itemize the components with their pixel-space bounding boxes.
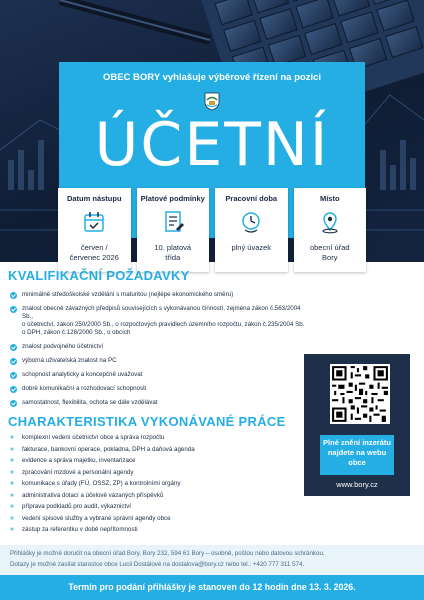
check-icon	[10, 372, 17, 379]
chevron-right-icon: »	[10, 434, 14, 441]
card-value	[137, 243, 210, 262]
list-item-text: administrativa dotací a účelově vázaných příspěvků	[22, 491, 164, 499]
cta-line: najdete na webu	[327, 448, 387, 457]
location-pin-icon	[317, 209, 343, 235]
qr-code-image[interactable]	[330, 364, 390, 424]
list-item-text: fakturace, bankovní operace, pokladna, DPH a daňová agenda	[22, 445, 195, 453]
chevron-right-icon: »	[10, 526, 14, 533]
check-icon	[10, 358, 17, 365]
card-heading: Pracovní doba	[225, 194, 278, 203]
card-value-line: 10. platová	[154, 243, 192, 252]
list-item-text: znalost obecně závazných předpisů souvisejících s vykonávanou činností, zejména zákon č.563/2004 Sb.,	[22, 305, 301, 320]
list-item-text: minimálně středoškolské vzdělání s maturitou (nejlépe ekonomického směru)	[22, 291, 234, 298]
list-item	[10, 399, 310, 407]
list-item	[10, 434, 295, 442]
list-item-text: dobré komunikační a rozhodovací schopnosti	[22, 385, 147, 392]
card-value-line: červen /	[80, 243, 108, 252]
list-item-text: zpracování mzdové a personální agendy	[22, 468, 134, 476]
list-item	[10, 305, 310, 321]
calendar-icon	[81, 209, 107, 235]
card-heading: Místo	[319, 194, 340, 203]
chevron-right-icon: »	[10, 480, 14, 487]
chevron-right-icon: »	[10, 445, 14, 453]
check-icon	[10, 344, 17, 351]
qr-panel	[304, 354, 410, 496]
list-item-text: komunikace s úřady (FÚ, OSSZ, ZP) a kontrolními orgány	[22, 480, 181, 487]
chevron-right-icon: »	[10, 514, 14, 522]
info-cards	[58, 188, 366, 272]
chevron-right-icon: »	[10, 457, 14, 464]
check-icon	[10, 400, 17, 407]
card-start-date	[58, 188, 131, 272]
list-item	[10, 343, 310, 351]
card-value-line: třída	[165, 252, 181, 262]
qualifications-list	[10, 291, 310, 407]
list-item	[10, 385, 310, 393]
card-location	[294, 188, 367, 272]
list-item-text: evidence a správa majetku, inventarizace	[22, 457, 136, 464]
card-value	[215, 243, 288, 253]
list-item	[10, 371, 310, 379]
info-line: Dotazy je možné zasílat starostce obce Lucii Dostálové na dostalova@bory.cz nebo tel.: +420 777 311 574.	[10, 561, 305, 568]
list-item	[10, 492, 295, 500]
list-item	[10, 503, 295, 511]
list-item	[10, 357, 310, 365]
list-item-text: o DPH, zákon č.128/2000 Sb., o obcích	[22, 329, 131, 336]
application-info	[0, 545, 424, 575]
list-item-text: výborná uživatelská znalost na PC	[22, 357, 117, 364]
list-item	[10, 526, 295, 534]
cta-line: Plné znění inzerátu	[323, 438, 391, 447]
list-item-text: samostatnost, flexibilita, ochota se dále vzdělávat	[22, 399, 158, 406]
card-value-line: obecní úřad	[309, 243, 350, 252]
list-item-text: zástup za referentku v době nepřítomnosti	[22, 526, 138, 533]
list-item	[10, 469, 295, 477]
chevron-right-icon: »	[10, 503, 14, 510]
deadline-bar: Termín pro podání přihlášky je stanoven do 12 hodin dne 13. 3. 2026.	[0, 575, 424, 600]
chevron-right-icon: »	[10, 468, 14, 476]
qr-call-to-action	[320, 435, 394, 475]
info-line: Přihlášky je možné doručit na obecní úřad Bory, Bory 232, 594 61 Bory – osobně, poštou nebo datovou schránkou.	[10, 550, 325, 557]
check-icon	[10, 306, 17, 313]
list-item-continuation	[10, 321, 310, 329]
list-item-text: komplexní vedení účetnictví obce a správa rozpočtu	[22, 434, 165, 441]
list-item-continuation	[10, 329, 310, 337]
list-item-text: znalost podvojného účetnictví	[22, 343, 104, 350]
list-item	[10, 446, 295, 454]
card-value	[58, 243, 131, 262]
list-item	[10, 457, 295, 465]
card-value-line: plný úvazek	[231, 243, 272, 252]
card-salary	[137, 188, 210, 272]
list-item-text: vedení spisové služby a vybrané správní agendy obce	[22, 514, 171, 522]
card-heading: Datum nástupu	[66, 194, 122, 203]
card-value	[294, 243, 367, 262]
card-value-line: červenec 2026	[69, 252, 119, 262]
card-working-hours	[215, 188, 288, 272]
list-item-text: o účetnictví, zákon 250/2000 Sb., o rozpočtových pravidlech územního rozpočtu, zákon č.235/2004 Sb.	[22, 321, 305, 328]
list-item	[10, 291, 310, 299]
announcement-text: OBEC BORY vyhlašuje výběrové řízení na pozici	[102, 72, 322, 83]
characteristics-title: CHARAKTERISTIKA VYKONÁVANÉ PRÁCE	[8, 414, 286, 429]
card-heading: Platové podmínky	[140, 194, 205, 203]
qualifications-title: KVALIFIKAČNÍ POŽADAVKY	[8, 268, 190, 283]
list-item-text: schopnost analyticky a koncepčně uvažovat	[22, 371, 143, 378]
card-value-line: Bory	[322, 252, 338, 262]
chevron-right-icon: »	[10, 491, 14, 499]
clock-icon	[238, 209, 264, 235]
list-item	[10, 480, 295, 488]
cta-line: obce	[348, 458, 366, 467]
list-item	[10, 515, 295, 523]
check-icon	[10, 292, 17, 299]
website-link[interactable]: www.bory.cz	[336, 480, 378, 489]
document-icon	[160, 209, 186, 235]
list-item-text: příprava podkladů pro audit, výkaznictví	[22, 503, 132, 510]
position-title: ÚČETNÍ	[94, 110, 330, 180]
check-icon	[10, 386, 17, 393]
characteristics-list	[10, 434, 295, 534]
coat-of-arms-icon	[204, 92, 220, 111]
